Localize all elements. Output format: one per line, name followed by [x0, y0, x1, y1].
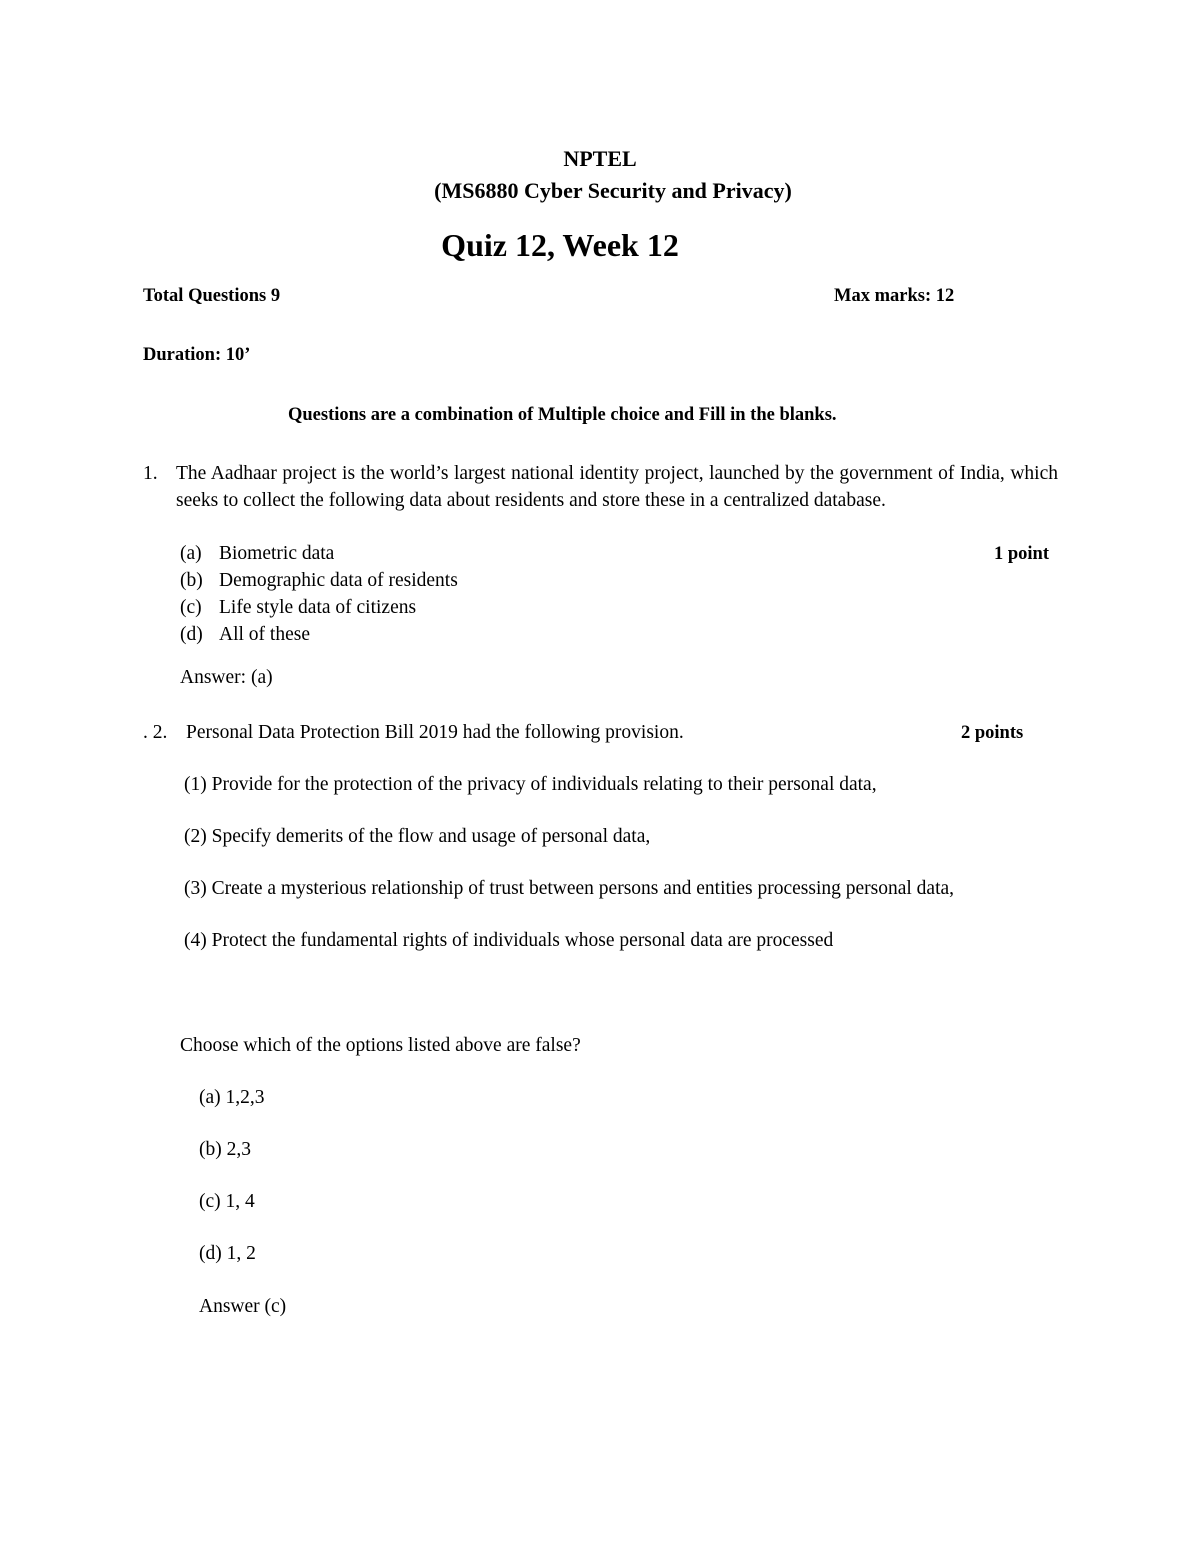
- option-text: All of these: [219, 624, 310, 645]
- instructions: Questions are a combination of Multiple choice and Fill in the blanks.: [288, 405, 837, 425]
- answer: Answer: (a): [180, 667, 273, 688]
- duration: Duration: 10’: [143, 345, 251, 365]
- max-marks: Max marks: 12: [834, 286, 955, 306]
- question-points: 1 point: [994, 544, 1050, 564]
- provision-item: (1) Provide for the protection of the privacy of individuals relating to their personal data,: [184, 774, 877, 795]
- option-label: (b): [180, 570, 203, 591]
- option-item: (b) 2,3: [199, 1139, 251, 1160]
- question-number: . 2.: [143, 722, 168, 743]
- option-text: Biometric data: [219, 543, 335, 564]
- quiz-title: Quiz 12, Week 12: [441, 227, 679, 263]
- question-text: Personal Data Protection Bill 2019 had the following provision.: [186, 722, 684, 743]
- option-label: (c): [180, 597, 202, 618]
- question-prompt: Choose which of the options listed above are false?: [180, 1035, 581, 1056]
- question-number: 1.: [143, 463, 158, 484]
- option-item: (c) 1, 4: [199, 1191, 255, 1212]
- course-title: (MS6880 Cyber Security and Privacy): [434, 178, 792, 203]
- option-text: Demographic data of residents: [219, 570, 458, 591]
- question-points: 2 points: [961, 723, 1024, 743]
- total-questions: Total Questions 9: [143, 286, 281, 306]
- provision-item: (3) Create a mysterious relationship of trust between persons and entities processing personal data,: [184, 878, 955, 899]
- option-item: (a) 1,2,3: [199, 1087, 265, 1108]
- option-text: Life style data of citizens: [219, 597, 417, 618]
- option-item: (d) 1, 2: [199, 1243, 256, 1264]
- document-org-title: NPTEL: [563, 146, 637, 171]
- question-text: The Aadhaar project is the world’s largest national identity project, launched by the government of India, which seeks to collect the following data about residents and store these in a centralized database.: [176, 463, 1058, 511]
- option-label: (a): [180, 543, 202, 564]
- provision-item: (4) Protect the fundamental rights of individuals whose personal data are processed: [184, 930, 834, 951]
- option-label: (d): [180, 624, 203, 645]
- answer: Answer (c): [199, 1296, 287, 1317]
- provision-item: (2) Specify demerits of the flow and usage of personal data,: [184, 826, 651, 847]
